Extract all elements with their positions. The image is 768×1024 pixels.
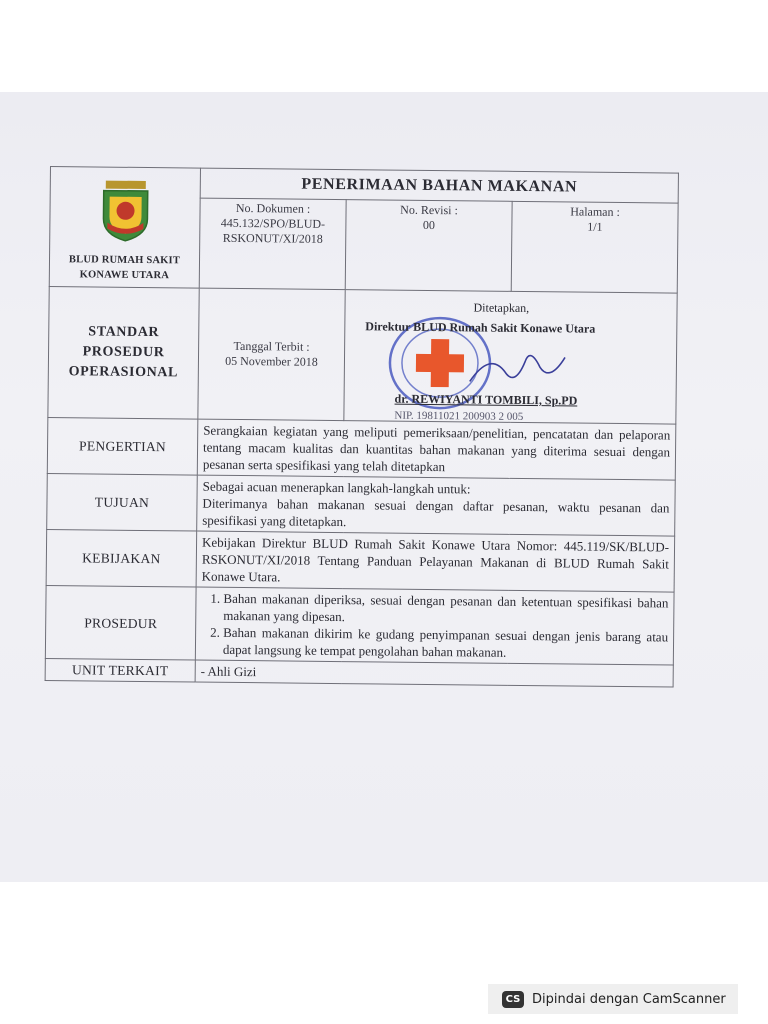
revision-value: 00 (422, 217, 435, 233)
director-title: Direktur BLUD Rumah Sakit Konawe Utara (365, 319, 596, 336)
logo-cell (49, 167, 200, 289)
unit-terkait-value: - Ahli Gizi (195, 660, 673, 687)
list-item: 2. Bahan makanan dikirim ke gudang penyimpanan sesuai dengan jenis barang atau dapat langsung ke tempat pengolahan bahan makanan. (223, 624, 668, 663)
sop-label: STANDAR PROSEDUR OPERASIONAL (48, 286, 199, 419)
ditetapkan-text: Ditetapkan, (473, 300, 530, 316)
doc-number-cell (199, 198, 346, 290)
tujuan-text: Sebagai acuan menerapkan langkah-langkah untuk: Diterimanya bahan makanan sesuai dengan daftar pesanan, waktu pesanan dan spesifikasi yang ditetapkan. (197, 475, 676, 536)
director-nip: NIP. 19811021 200903 2 005 (394, 409, 524, 423)
document-title: PENERIMAAN BAHAN MAKANAN (200, 168, 678, 203)
page-cell (511, 201, 678, 293)
page-value: 1/1 (587, 219, 603, 234)
institution-name: BLUD RUMAH SAKIT KONAWE UTARA (68, 253, 181, 281)
page-label: Halaman : (570, 204, 620, 219)
kebijakan-label: KEBIJAKAN (46, 529, 197, 587)
prosedur-cell (195, 587, 674, 665)
doc-number-value: 445.132/SPO/BLUD-RSKONUT/XI/2018 (220, 215, 326, 246)
camscanner-text: Dipindai dengan CamScanner (532, 991, 726, 1007)
list-item: 1. Bahan makanan diperiksa, sesuai dengan pesanan dan ketentuan spesifikasi bahan makanan yang dipesan. (223, 590, 668, 629)
regency-emblem-icon (97, 178, 154, 243)
sop-table (45, 166, 679, 688)
prosedur-label: PROSEDUR (45, 585, 196, 660)
kebijakan-text: Kebijakan Direktur BLUD Rumah Sakit Konawe Utara Nomor: 445.119/SK/BLUD-RSKONUT/XI/2018 Tentang Panduan Pelayanan Makanan di BLUD Rumah Sakit Konawe Utara. (196, 531, 675, 592)
doc-number-label: No. Dokumen : (235, 200, 311, 216)
unit-terkait-label: UNIT TERKAIT (45, 658, 195, 682)
issue-date-cell (198, 288, 345, 421)
pengertian-label: PENGERTIAN (47, 417, 198, 475)
director-name: dr. REWIYANTI TOMBILI, Sp.PD (394, 391, 578, 408)
revision-label: No. Revisi : (400, 202, 458, 218)
tujuan-label: TUJUAN (47, 473, 198, 531)
issue-date-label: Tanggal Terbit : (233, 338, 310, 354)
revision-cell (345, 200, 512, 292)
prosedur-list (201, 590, 669, 663)
issue-date-value: 05 November 2018 (225, 353, 318, 369)
pengertian-text: Serangkaian kegiatan yang meliputi pemeriksaan/penelitian, pencatatan dan pelaporan tentang macam kualitas dan kuantitas bahan makanan yang diterima sesuai dengan pesanan serta spesifikasi yang telah ditetapkan (197, 419, 676, 480)
sop-document (44, 166, 678, 747)
camscanner-logo-icon: CS (502, 991, 524, 1008)
signature-icon (465, 341, 576, 392)
camscanner-badge (488, 984, 738, 1014)
approval-cell (344, 290, 677, 424)
